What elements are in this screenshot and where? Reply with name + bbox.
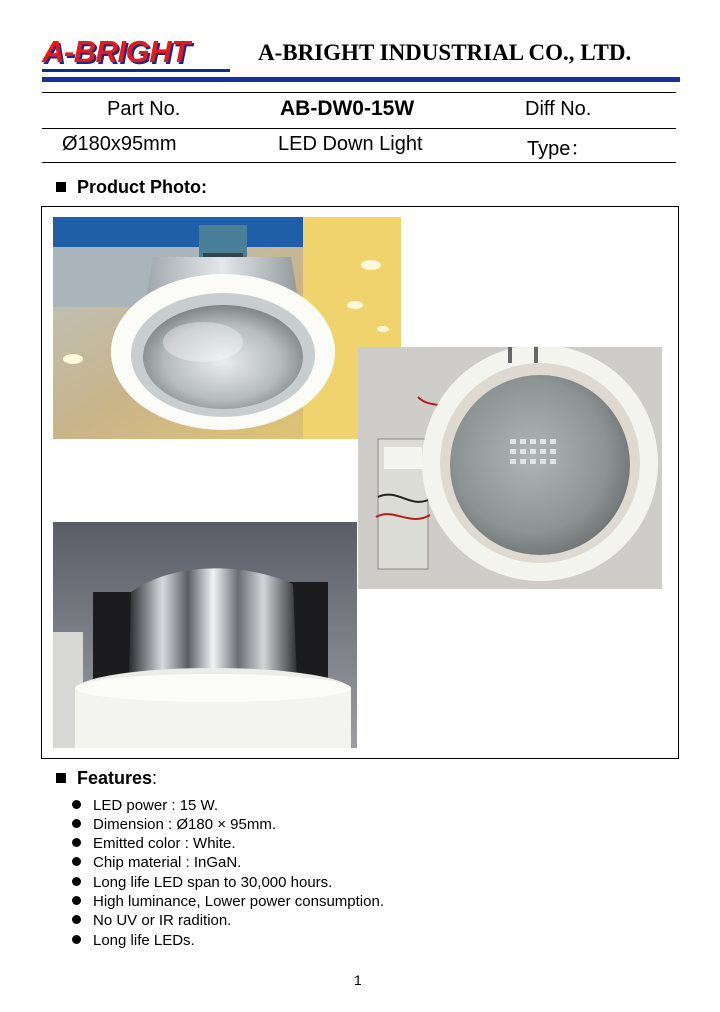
dimension-value: Ø180x95mm xyxy=(62,133,177,155)
bullet-dot-icon xyxy=(72,896,81,905)
bullet-dot-icon xyxy=(72,915,81,924)
bullet-dot-icon xyxy=(72,857,81,866)
feature-item: Long life LED span to 30,000 hours. xyxy=(72,874,332,891)
logo-underline xyxy=(42,69,230,72)
section-bullet-square xyxy=(56,182,66,192)
section-bullet-square xyxy=(56,773,66,783)
feature-item: Emitted color : White. xyxy=(72,835,236,852)
bullet-dot-icon xyxy=(72,838,81,847)
product-name: LED Down Light xyxy=(278,133,423,155)
feature-item: High luminance, Lower power consumption. xyxy=(72,893,384,910)
bullet-dot-icon xyxy=(72,819,81,828)
features-heading: Features: xyxy=(77,768,158,788)
feature-item: Long life LEDs. xyxy=(72,932,195,949)
table-top-line xyxy=(42,92,676,93)
company-name: A-BRIGHT INDUSTRIAL CO., LTD. xyxy=(258,40,632,65)
downlight-reflector-photo xyxy=(53,522,357,748)
diff-no-label: Diff No. xyxy=(525,98,592,120)
downlight-front-view-photo xyxy=(358,347,662,589)
bullet-dot-icon xyxy=(72,877,81,886)
header-divider xyxy=(42,77,680,82)
feature-item: Dimension : Ø180 × 95mm. xyxy=(72,816,276,833)
product-photo-heading: Product Photo: xyxy=(77,177,207,197)
table-middle-line xyxy=(42,128,676,129)
feature-item: LED power : 15 W. xyxy=(72,797,218,814)
part-no-value: AB-DW0-15W xyxy=(280,97,415,120)
type-label: Type： xyxy=(527,138,591,160)
feature-item: No UV or IR radition. xyxy=(72,912,231,929)
company-logo: A-BRIGHT xyxy=(42,34,190,69)
bullet-dot-icon xyxy=(72,800,81,809)
page-number: 1 xyxy=(354,972,362,988)
bullet-dot-icon xyxy=(72,935,81,944)
part-no-label: Part No. xyxy=(107,98,181,120)
feature-item: Chip material : InGaN. xyxy=(72,854,241,871)
table-bottom-line xyxy=(42,162,676,163)
downlight-installed-photo xyxy=(53,217,401,439)
